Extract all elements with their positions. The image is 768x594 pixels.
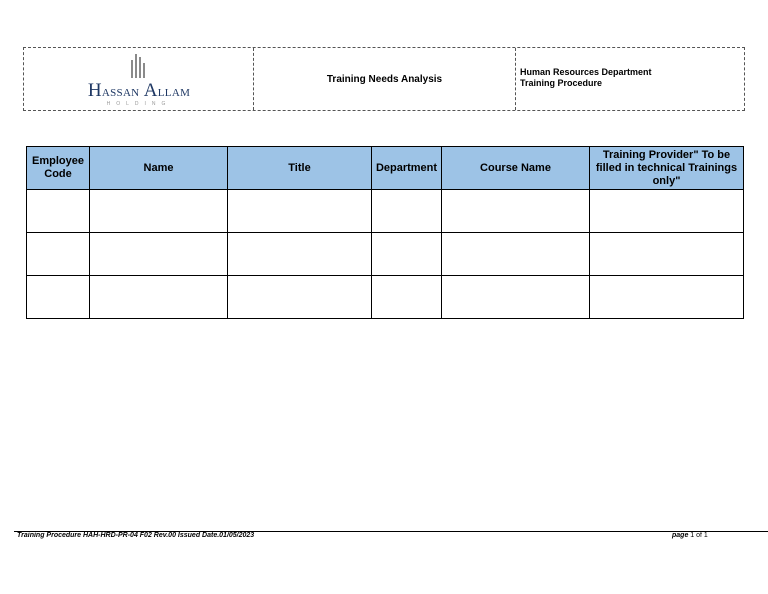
- footer-page-number: [672, 532, 708, 539]
- department-info: [516, 48, 744, 110]
- table-cell[interactable]: [372, 233, 442, 276]
- table-cell[interactable]: [228, 190, 372, 233]
- table-cell[interactable]: [90, 276, 228, 319]
- table-cell[interactable]: [372, 190, 442, 233]
- column-header-training-provider: Training Provider" To be filled in technical Trainings only": [590, 147, 744, 190]
- company-logo-mark: [129, 54, 149, 78]
- table-cell[interactable]: [228, 276, 372, 319]
- logo-cell: [24, 48, 254, 110]
- column-header-name: Name: [90, 147, 228, 190]
- table-cell[interactable]: [442, 233, 590, 276]
- company-logo-name: Hassan Allam: [87, 80, 191, 101]
- table-cell[interactable]: [228, 233, 372, 276]
- table-cell[interactable]: [27, 276, 90, 319]
- table-cell[interactable]: [372, 276, 442, 319]
- table-row: [27, 190, 744, 233]
- table-cell[interactable]: [90, 190, 228, 233]
- table-cell[interactable]: [27, 233, 90, 276]
- table-cell[interactable]: [590, 276, 744, 319]
- column-header-employee-code: Employee Code: [27, 147, 90, 190]
- table-row: [27, 233, 744, 276]
- document-title: Training Needs Analysis: [254, 48, 516, 110]
- company-logo-subtitle: HOLDING: [106, 101, 172, 107]
- training-needs-table: [26, 146, 744, 319]
- page-value: 1 of 1: [690, 532, 708, 539]
- table-cell[interactable]: [27, 190, 90, 233]
- table-cell[interactable]: [590, 190, 744, 233]
- page-label: page: [672, 532, 689, 539]
- table-cell[interactable]: [442, 276, 590, 319]
- document-header: [23, 47, 745, 111]
- table-cell[interactable]: [442, 190, 590, 233]
- department-line-2: Training Procedure: [520, 78, 603, 88]
- table-cell[interactable]: [90, 233, 228, 276]
- column-header-course-name: Course Name: [442, 147, 590, 190]
- table-header-row: [27, 147, 744, 190]
- department-line-1: Human Resources Department: [520, 67, 652, 77]
- table-cell[interactable]: [590, 233, 744, 276]
- table-row: [27, 276, 744, 319]
- footer-document-reference: Training Procedure HAH-HRD-PR-04 F02 Rev.00 Issued Date.01/05/2023: [17, 532, 255, 539]
- column-header-department: Department: [372, 147, 442, 190]
- column-header-title: Title: [228, 147, 372, 190]
